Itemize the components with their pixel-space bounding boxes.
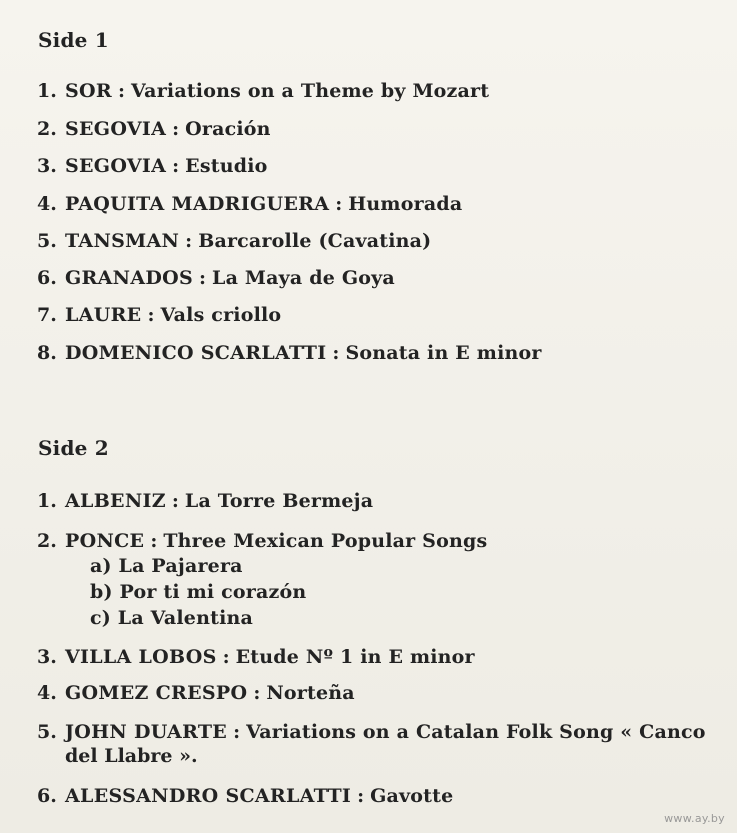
track-composer: PONCE <box>65 530 145 552</box>
side-1-track-5 <box>37 228 721 254</box>
track-title: Norteña <box>266 682 355 704</box>
side-1-track-4 <box>37 191 721 217</box>
watermark: www.ay.by <box>664 812 725 825</box>
track-composer: PAQUITA MADRIGUERA <box>65 193 330 215</box>
track-separator: : <box>150 530 158 552</box>
track-number: 2. <box>37 530 57 552</box>
track-number: 6. <box>37 785 57 807</box>
track-number: 4. <box>37 193 57 215</box>
side-2-track-2-subitem-c: c) La Valentina <box>90 607 254 629</box>
track-composer: SEGOVIA <box>65 155 167 177</box>
track-composer: SOR <box>65 80 112 102</box>
track-separator: : <box>253 682 261 704</box>
track-title: Humorada <box>348 193 463 215</box>
side-1-track-8 <box>37 340 721 366</box>
track-separator: : <box>117 80 125 102</box>
track-number: 1. <box>37 490 57 512</box>
track-separator: : <box>199 267 207 289</box>
track-composer: TANSMAN <box>65 230 180 252</box>
track-separator: : <box>357 785 365 807</box>
track-composer: VILLA LOBOS <box>65 646 217 668</box>
track-composer: GRANADOS <box>65 267 194 289</box>
side-2-track-5 <box>37 719 721 745</box>
track-number: 3. <box>37 155 57 177</box>
track-composer: GOMEZ CRESPO <box>65 682 248 704</box>
track-composer: LAURE <box>65 304 142 326</box>
track-title: Sonata in E minor <box>345 342 542 364</box>
track-separator: : <box>222 646 230 668</box>
track-title: La Torre Bermeja <box>184 490 374 512</box>
side-1-track-1 <box>37 78 721 104</box>
side-2-track-1 <box>37 488 721 514</box>
track-number: 4. <box>37 682 57 704</box>
track-number: 6. <box>37 267 57 289</box>
side-2-heading: Side 2 <box>38 436 109 460</box>
track-title: Etude Nº 1 in E minor <box>235 646 475 668</box>
side-1-track-3 <box>37 153 721 179</box>
track-title: Barcarolle (Cavatina) <box>198 230 432 252</box>
track-title: Oración <box>185 118 271 140</box>
track-separator: : <box>147 304 155 326</box>
track-number: 2. <box>37 118 57 140</box>
side-1-track-7 <box>37 302 721 328</box>
track-separator: : <box>171 490 179 512</box>
side-2-track-2-subitem-a: a) La Pajarera <box>90 555 243 577</box>
track-separator: : <box>332 342 340 364</box>
track-composer: DOMENICO SCARLATTI <box>65 342 327 364</box>
track-number: 5. <box>37 721 57 743</box>
track-title: La Maya de Goya <box>212 267 395 289</box>
side-2-track-3 <box>37 644 721 670</box>
side-2-track-2 <box>37 528 721 554</box>
side-2-track-4 <box>37 680 721 706</box>
track-title: Vals criollo <box>160 304 282 326</box>
side-1-heading: Side 1 <box>38 28 109 52</box>
track-number: 7. <box>37 304 57 326</box>
track-composer: JOHN DUARTE <box>65 721 228 743</box>
track-number: 5. <box>37 230 57 252</box>
side-2-track-5-continuation: del Llabre ». <box>65 745 198 767</box>
side-2-track-2-subitem-b: b) Por ti mi corazón <box>90 581 307 603</box>
track-title: Gavotte <box>370 785 454 807</box>
track-separator: : <box>335 193 343 215</box>
side-1-track-6 <box>37 265 721 291</box>
track-title: Variations on a Catalan Folk Song « Canco <box>246 721 706 743</box>
track-number: 8. <box>37 342 57 364</box>
track-separator: : <box>172 118 180 140</box>
track-title: Estudio <box>185 155 268 177</box>
track-number: 1. <box>37 80 57 102</box>
track-number: 3. <box>37 646 57 668</box>
track-separator: : <box>233 721 241 743</box>
track-title: Variations on a Theme by Mozart <box>130 80 490 102</box>
side-2-track-6 <box>37 783 721 809</box>
track-composer: ALESSANDRO SCARLATTI <box>65 785 352 807</box>
track-composer: ALBENIZ <box>65 490 166 512</box>
track-separator: : <box>172 155 180 177</box>
track-title: Three Mexican Popular Songs <box>163 530 488 552</box>
side-1-track-2 <box>37 116 721 142</box>
track-separator: : <box>185 230 193 252</box>
track-composer: SEGOVIA <box>65 118 167 140</box>
